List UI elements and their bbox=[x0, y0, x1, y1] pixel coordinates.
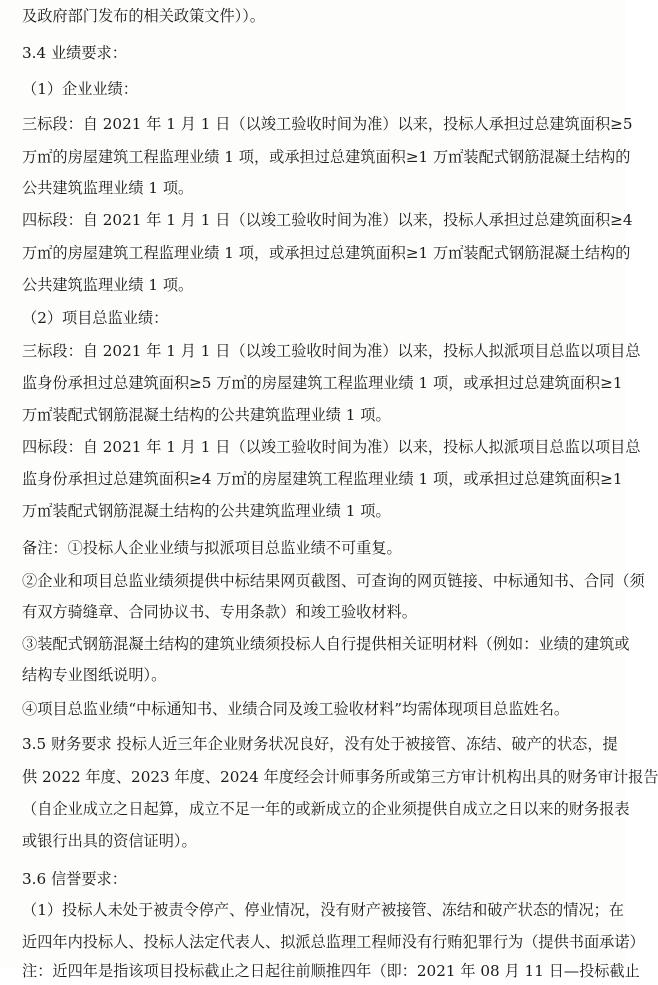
text-line: 公共建筑监理业绩 1 项。 bbox=[22, 276, 194, 294]
text-line: （1）投标人未处于被责令停产、停业情况，没有财产被接管、冻结和破产状态的情况；在 bbox=[22, 901, 624, 919]
note-line: ④项目总监业绩“中标通知书、业绩合同及竣工验收材料”均需体现项目总监姓名。 bbox=[22, 700, 570, 718]
section-heading-3-5: 3.5 财务要求 投标人近三年企业财务状况良好，没有处于被接管、冻结、破产的状态，提 bbox=[22, 735, 618, 753]
text-line: 及政府部门发布的相关政策文件））。 bbox=[22, 7, 265, 25]
text-line: 近四年内投标人、投标人法定代表人、拟派总监理工程师没有行贿犯罪行为（提供书面承诺） bbox=[22, 933, 645, 951]
text-line: 万㎡的房屋建筑工程监理业绩 1 项，或承担过总建筑面积≥1 万㎡装配式钢筋混凝土结构的 bbox=[22, 148, 631, 166]
text-line: 监身份承担过总建筑面积≥4 万㎡的房屋建筑工程监理业绩 1 项，或承担过总建筑面积≥1 bbox=[22, 470, 623, 488]
text-line: 或银行出具的资信证明）。 bbox=[22, 832, 197, 850]
section-heading-3-6: 3.6 信誉要求： bbox=[22, 870, 127, 888]
text-line: 公共建筑监理业绩 1 项。 bbox=[22, 179, 194, 197]
text-line: 供 2022 年度、2023 年度、2024 年度经会计师事务所或第三方审计机构出具的财务审计报告 bbox=[22, 768, 658, 786]
note-line: 结构专业图纸说明）。 bbox=[22, 666, 167, 684]
subsection-heading-enterprise: （1）企业业绩： bbox=[22, 80, 138, 98]
text-line: 三标段：自 2021 年 1 月 1 日（以竣工验收时间为准）以来，投标人拟派项目总监以项目总 bbox=[22, 342, 641, 360]
text-line: （自企业成立之日起算，成立不足一年的或新成立的企业须提供自成立之日以来的财务报表 bbox=[22, 800, 630, 818]
note-line: ③装配式钢筋混凝土结构的建筑业绩须投标人自行提供相关证明材料（例如：业绩的建筑或 bbox=[22, 635, 630, 653]
text-line: 监身份承担过总建筑面积≥5 万㎡的房屋建筑工程监理业绩 1 项，或承担过总建筑面积≥1 bbox=[22, 374, 623, 392]
text-line: 四标段：自 2021 年 1 月 1 日（以竣工验收时间为准）以来，投标人承担过总建筑面积≥4 bbox=[22, 211, 633, 229]
section-heading-3-4: 3.4 业绩要求： bbox=[22, 44, 127, 62]
text-line: 注：近四年是指该项目投标截止之日起往前顺推四年（即：2021 年 08 月 11 日—投标截止 bbox=[22, 962, 640, 980]
note-line: ②企业和项目总监业绩须提供中标结果网页截图、可查询的网页链接、中标通知书、合同（须 bbox=[22, 572, 645, 590]
note-line: 有双方骑缝章、合同协议书、专用条款）和竣工验收材料。 bbox=[22, 603, 417, 621]
text-line: 万㎡装配式钢筋混凝土结构的公共建筑监理业绩 1 项。 bbox=[22, 502, 391, 520]
note-line: 备注：①投标人企业业绩与拟派项目总监业绩不可重复。 bbox=[22, 539, 402, 557]
text-line: 万㎡装配式钢筋混凝土结构的公共建筑监理业绩 1 项。 bbox=[22, 406, 391, 424]
text-line: 万㎡的房屋建筑工程监理业绩 1 项，或承担过总建筑面积≥1 万㎡装配式钢筋混凝土结构的 bbox=[22, 244, 631, 262]
text-line: 三标段：自 2021 年 1 月 1 日（以竣工验收时间为准）以来，投标人承担过总建筑面积≥5 bbox=[22, 115, 633, 133]
text-line: 四标段：自 2021 年 1 月 1 日（以竣工验收时间为准）以来，投标人拟派项目总监以项目总 bbox=[22, 438, 641, 456]
subsection-heading-director: （2）项目总监业绩： bbox=[22, 309, 169, 327]
